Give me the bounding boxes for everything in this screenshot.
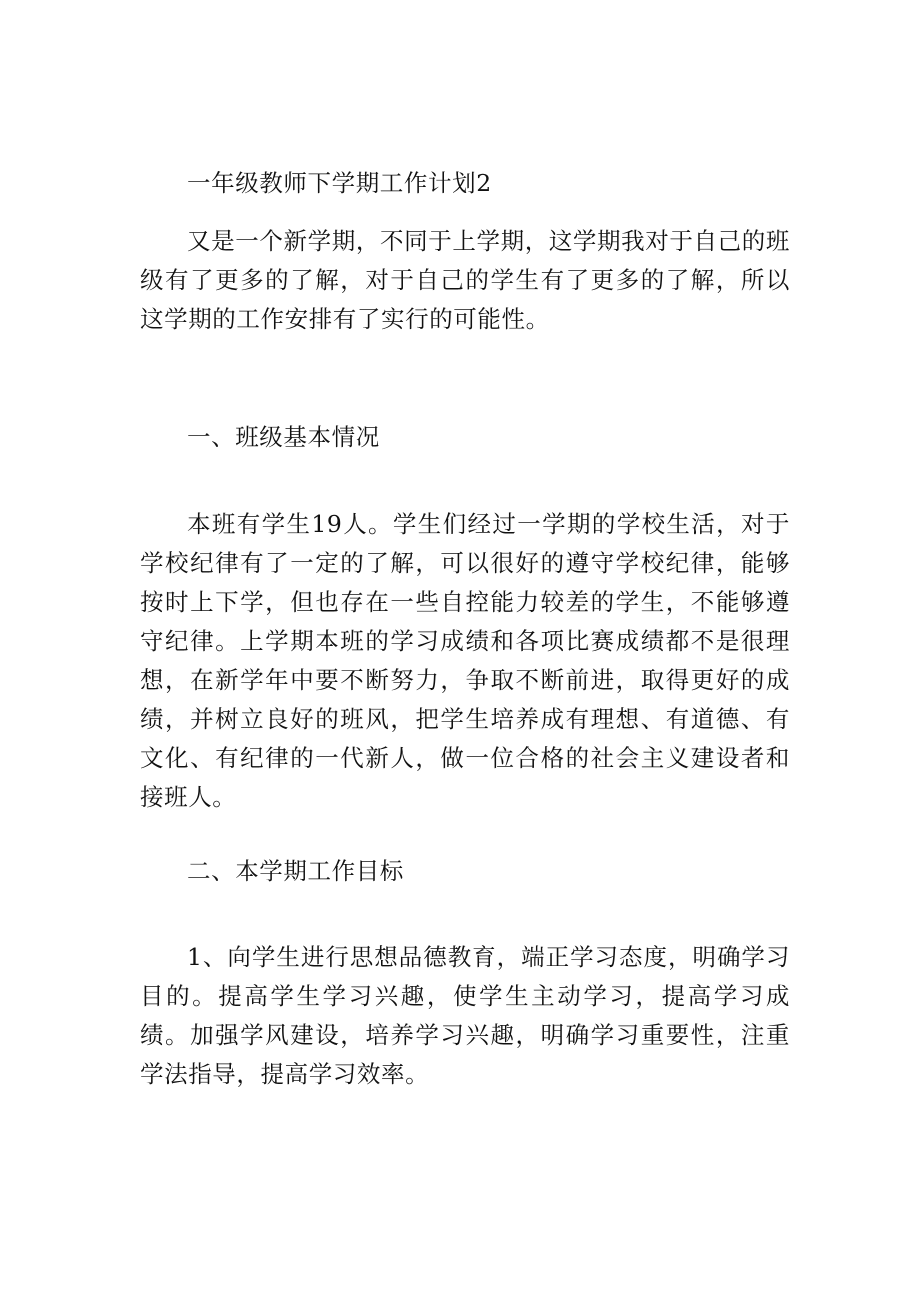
section2-item1-paragraph: 1、向学生进行思想品德教育，端正学习态度，明确学习目的。提高学生学习兴趣，使学生主动学习，提高学习成绩。加强学风建设，培养学习兴趣，明确学习重要性，注重学法指导，提高学习效率。 xyxy=(140,943,790,1088)
section2-heading: 二、本学期工作目标 xyxy=(187,857,404,885)
section1-paragraph: 本班有学生19人。学生们经过一学期的学校生活，对于学校纪律有了一定的了解，可以很好的遵守学校纪律，能够按时上下学，但也存在一些自控能力较差的学生，不能够遵守纪律。上学期本班的学习成绩和各项比赛成绩都不是很理想，在新学年中要不断努力，争取不断前进，取得更好的成绩，并树立良好的班风，把学生培养成有理想、有道德、有文化、有纪律的一代新人，做一位合格的社会主义建设者和接班人。 xyxy=(140,510,790,811)
document-title: 一年级教师下学期工作计划2 xyxy=(187,169,492,197)
intro-paragraph: 又是一个新学期，不同于上学期，这学期我对于自己的班级有了更多的了解，对于自己的学生有了更多的了解，所以这学期的工作安排有了实行的可能性。 xyxy=(140,227,790,333)
section1-heading: 一、班级基本情况 xyxy=(187,423,380,451)
